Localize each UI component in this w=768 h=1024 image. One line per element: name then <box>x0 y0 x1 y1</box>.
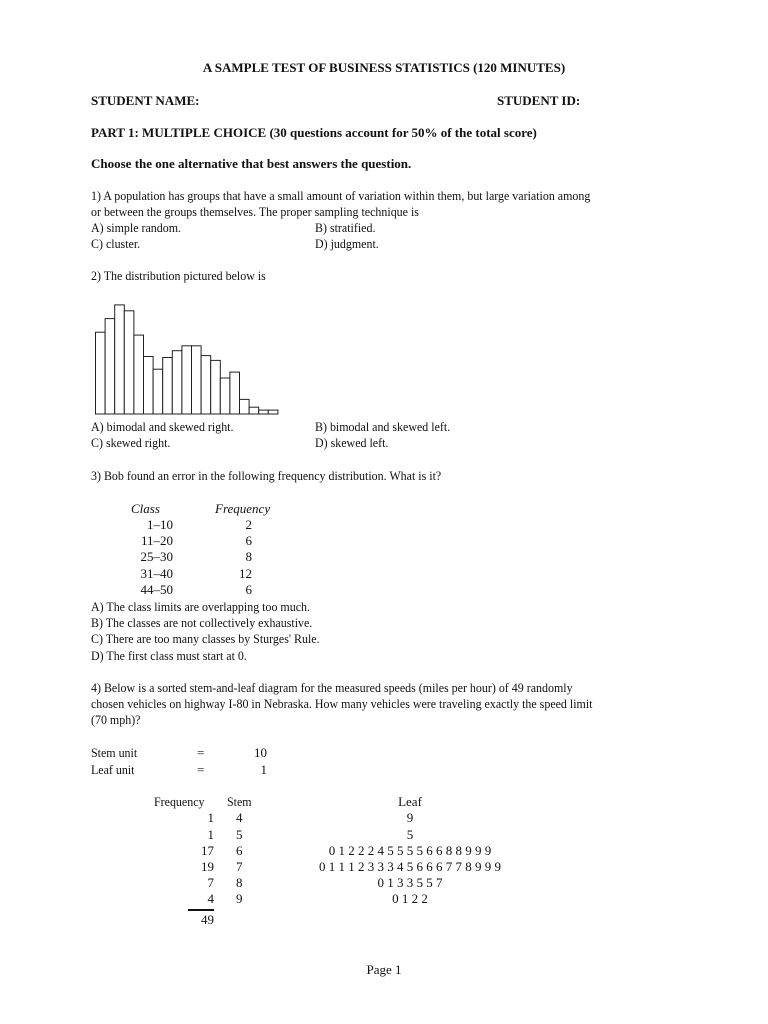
total-divider-line <box>188 909 214 911</box>
q3-class-cell: 31–40 <box>140 566 173 581</box>
stem-leaf-frequency: 7 <box>207 875 214 890</box>
histogram-bar <box>268 410 278 414</box>
q3-class-cell: 44–50 <box>140 582 173 597</box>
q3-stem: 3) Bob found an error in the following frequency distribution. What is it? <box>91 468 442 483</box>
q1-option-d: D) judgment. <box>315 236 379 251</box>
histogram-bar <box>259 410 269 414</box>
q3-option-d: D) The first class must start at 0. <box>91 648 247 663</box>
histogram-bar <box>96 332 106 414</box>
stem-leaf-frequency: 17 <box>201 843 214 858</box>
student-id-label: STUDENT ID: <box>497 93 581 108</box>
q2-option-b: B) bimodal and skewed left. <box>315 419 451 434</box>
q3-header-class: Class <box>131 501 160 516</box>
stem-leaf-header-stem: Stem <box>227 794 252 809</box>
q3-option-c: C) There are too many classes by Sturges' Rule. <box>91 631 320 646</box>
stem-leaf-frequency: 1 <box>207 810 214 825</box>
q3-freq-cell: 8 <box>245 549 252 564</box>
q1-line1: 1) A population has groups that have a small amount of variation within them, but large variation among <box>91 188 591 203</box>
histogram-bar <box>211 360 221 414</box>
q2-option-a: A) bimodal and skewed right. <box>91 419 234 434</box>
page-title: A SAMPLE TEST OF BUSINESS STATISTICS (120 MINUTES) <box>202 60 566 75</box>
q1-option-a: A) simple random. <box>91 220 182 235</box>
histogram-bar <box>153 369 163 414</box>
stem-leaf-frequency: 4 <box>207 891 214 906</box>
student-name-label: STUDENT NAME: <box>91 93 200 108</box>
q3-freq-cell: 6 <box>245 582 252 597</box>
stem-leaf-header-frequency: Frequency <box>154 794 205 809</box>
stem-unit-equals: = <box>197 745 205 760</box>
page-number: Page 1 <box>366 962 402 977</box>
q3-freq-cell: 6 <box>245 533 252 548</box>
histogram-bar <box>172 351 182 414</box>
histogram-bar <box>240 399 250 414</box>
stem-leaf-stem: 6 <box>236 843 243 858</box>
histogram-chart <box>90 296 300 418</box>
stem-leaf-total: 49 <box>201 912 214 927</box>
histogram-bar <box>163 358 173 415</box>
q3-freq-cell: 2 <box>245 517 252 532</box>
histogram-bar <box>230 372 240 414</box>
q4-line3: (70 mph)? <box>91 712 141 727</box>
leaf-unit-label: Leaf unit <box>91 762 135 777</box>
q3-class-cell: 25–30 <box>140 549 173 564</box>
stem-leaf-stem: 4 <box>236 810 243 825</box>
histogram-bar <box>115 305 125 414</box>
stem-leaf-frequency: 1 <box>207 827 214 842</box>
q3-class-cell: 11–20 <box>140 533 173 548</box>
histogram-bar <box>134 335 144 414</box>
q1-option-b: B) stratified. <box>315 220 376 235</box>
histogram-bar <box>249 407 259 414</box>
q1-option-c: C) cluster. <box>91 236 141 251</box>
stem-leaf-frequency: 19 <box>201 859 214 874</box>
histogram-bar <box>144 357 154 415</box>
stem-leaf-stem: 8 <box>236 875 243 890</box>
part1-heading: PART 1: MULTIPLE CHOICE (30 questions account for 50% of the total score) <box>91 125 537 140</box>
q3-header-frequency: Frequency <box>215 501 271 516</box>
histogram-bar <box>220 378 230 414</box>
stem-leaf-header-leaf: Leaf <box>398 794 422 809</box>
q2-option-c: C) skewed right. <box>91 435 171 450</box>
q1-line2: or between the groups themselves. The proper sampling technique is <box>91 204 419 219</box>
q2-stem: 2) The distribution pictured below is <box>91 268 266 283</box>
instruction-text: Choose the one alternative that best answers the question. <box>91 156 412 171</box>
stem-leaf-leaves: 0 1 2 2 <box>392 891 428 906</box>
stem-leaf-stem: 7 <box>236 859 243 874</box>
leaf-unit-equals: = <box>197 762 205 777</box>
histogram-bar <box>124 311 134 414</box>
histogram-bar <box>201 356 211 414</box>
stem-leaf-stem: 5 <box>236 827 243 842</box>
q3-option-b: B) The classes are not collectively exhaustive. <box>91 615 313 630</box>
histogram-bar <box>192 346 202 414</box>
histogram-bar <box>182 346 192 414</box>
q3-class-cell: 1–10 <box>147 517 173 532</box>
stem-leaf-leaves: 0 1 3 3 5 5 7 <box>377 875 443 890</box>
stem-unit-label: Stem unit <box>91 745 138 760</box>
q3-freq-cell: 12 <box>239 566 252 581</box>
q3-option-a: A) The class limits are overlapping too much. <box>91 599 311 614</box>
stem-leaf-stem: 9 <box>236 891 243 906</box>
stem-leaf-leaves: 0 1 1 1 2 3 3 3 4 5 6 6 6 7 7 8 9 9 9 <box>319 859 501 874</box>
stem-unit-value: 10 <box>254 745 267 760</box>
q4-line2: chosen vehicles on highway I-80 in Nebraska. How many vehicles were traveling exactly the speed limit <box>91 696 593 711</box>
q2-option-d: D) skewed left. <box>315 435 389 450</box>
stem-leaf-leaves: 0 1 2 2 2 4 5 5 5 5 6 6 8 8 9 9 9 <box>328 843 492 858</box>
stem-leaf-leaves: 5 <box>406 827 414 842</box>
leaf-unit-value: 1 <box>260 762 267 777</box>
histogram-bar <box>105 319 115 414</box>
stem-leaf-leaves: 9 <box>406 810 414 825</box>
q4-line1: 4) Below is a sorted stem-and-leaf diagram for the measured speeds (miles per hour) of 49 randomly <box>91 680 573 695</box>
